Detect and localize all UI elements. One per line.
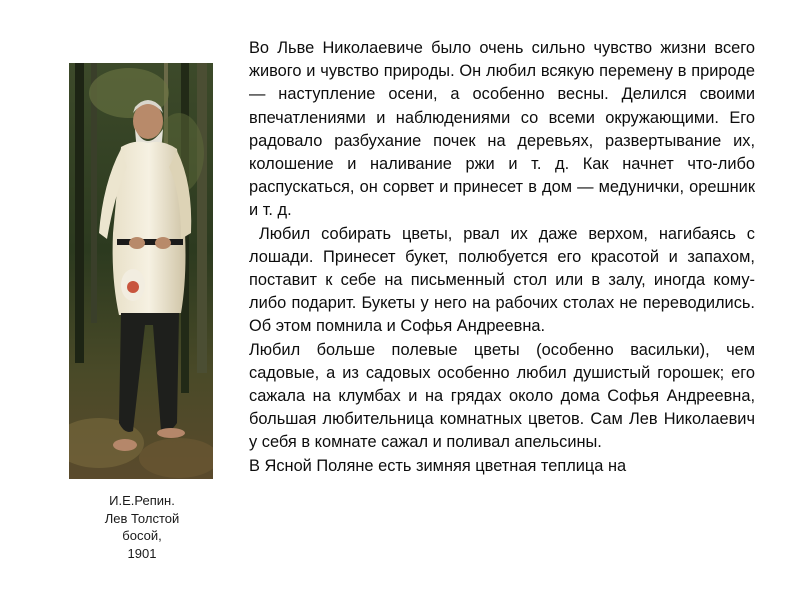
paragraph-3: Любил больше полевые цветы (особенно васильки), чем садовые, а из садовых особенно любил душистый горошек; его сажала на клумбах и на грядах около дома Софья Андреевна, большая любительница комнатных цветов. Сам Лев Николаевич у себя в комнате сажал и поливал апельсины. [249, 340, 755, 452]
caption-year: 1901 [127, 545, 157, 561]
painting-caption [69, 492, 215, 562]
paragraph-1: Во Льве Николаевиче было очень сильно чувство жизни всего живого и чувство природы. Он любил всякую перемену в природе — наступление осени, а особенно весны. Делился своими впечатлениями и наблюдениями со всеми окружающими. Его радовало разбухание почек на деревьях, развертывание их, колошение и наливание ржи и т. д. Как начнет что-либо распускаться, он сорвет и принесет в дом — медунички, орешник и т. д. [249, 39, 755, 220]
caption-title-cont: босой, [122, 528, 162, 543]
article-text [249, 37, 755, 478]
tolstoy-barefoot-painting [69, 63, 213, 479]
paragraph-2: Любил собирать цветы, рвал их даже верхом, нагибаясь с лошади. Принесет букет, полюбуется его красотой и запахом, поставит к себе на письменный стол или в залу, иногда кому-либо подарит. Букеты у него на рабочих столах не переводились. Об этом помнила и Софья Андреевна. [249, 224, 755, 336]
paragraph-4: В Ясной Поляне есть зимняя цветная теплица на [249, 456, 627, 475]
painting-image [69, 63, 213, 479]
caption-author: И.Е.Репин. [109, 493, 175, 508]
caption-title: Лев Толстой [104, 510, 180, 526]
